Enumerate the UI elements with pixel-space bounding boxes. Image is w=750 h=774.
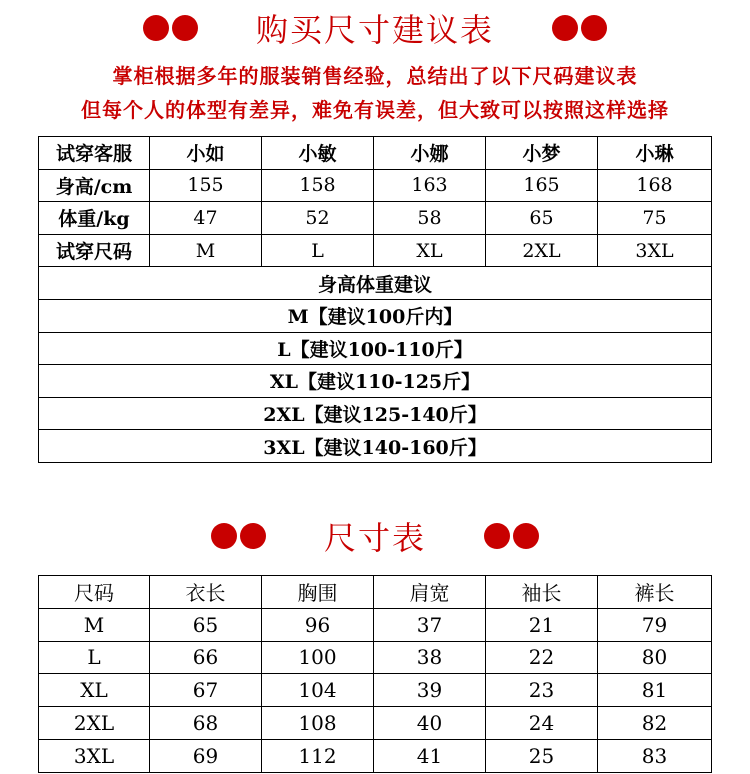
- table-cell: 83: [598, 739, 712, 772]
- table-cell: 58: [374, 202, 486, 235]
- suggest-text: L【建议100-110斤】: [39, 332, 712, 365]
- table-cell: 165: [486, 169, 598, 202]
- table-cell: 38: [374, 641, 486, 674]
- table-cell: 68: [150, 707, 262, 740]
- table-row: [39, 739, 712, 772]
- tryon-table: [38, 136, 712, 463]
- suggest-text: 3XL【建议140-160斤】: [39, 430, 712, 463]
- table-cell: 2XL: [39, 707, 150, 740]
- suggest-row: [39, 430, 712, 463]
- decor-dots-left: [211, 523, 266, 549]
- tryon-header-cell: 试穿客服: [39, 137, 150, 170]
- table-cell: 79: [598, 608, 712, 641]
- table-cell: 23: [486, 674, 598, 707]
- table-cell: 47: [150, 202, 262, 235]
- tryon-header-cell: 小如: [150, 137, 262, 170]
- table-cell: 158: [262, 169, 374, 202]
- table-cell: 22: [486, 641, 598, 674]
- table-cell: 66: [150, 641, 262, 674]
- table-cell: 100: [262, 641, 374, 674]
- suggest-title-row: [39, 267, 712, 300]
- table-row: [39, 608, 712, 641]
- table-cell: 108: [262, 707, 374, 740]
- row-label: 身高/cm: [39, 169, 150, 202]
- table-cell: XL: [39, 674, 150, 707]
- size-header-row: [39, 576, 712, 609]
- tryon-header-cell: 小娜: [374, 137, 486, 170]
- table-row: [39, 707, 712, 740]
- table-cell: 168: [598, 169, 712, 202]
- table-cell: L: [39, 641, 150, 674]
- table-cell: 25: [486, 739, 598, 772]
- table-cell: M: [39, 608, 150, 641]
- tryon-header-cell: 小敏: [262, 137, 374, 170]
- table-cell: 163: [374, 169, 486, 202]
- table-cell: 3XL: [598, 234, 712, 267]
- table-cell: 65: [486, 202, 598, 235]
- tryon-header-cell: 小琳: [598, 137, 712, 170]
- table-cell: 21: [486, 608, 598, 641]
- size-header-cell: 尺码: [39, 576, 150, 609]
- size-header-cell: 肩宽: [374, 576, 486, 609]
- tryon-row-height: [39, 169, 712, 202]
- decor-dots-left: [143, 15, 198, 41]
- table-cell: 69: [150, 739, 262, 772]
- table-cell: 3XL: [39, 739, 150, 772]
- advice-title: 购买尺寸建议表: [255, 11, 494, 49]
- size-header-cell: 衣长: [150, 576, 262, 609]
- table-cell: 75: [598, 202, 712, 235]
- table-cell: L: [262, 234, 374, 267]
- table-cell: 104: [262, 674, 374, 707]
- advice-note-line1: 掌柜根据多年的服装销售经验，总结出了以下尺码建议表: [112, 64, 638, 88]
- table-cell: 2XL: [486, 234, 598, 267]
- size-chart-heading: [0, 514, 750, 558]
- tryon-row-size: [39, 234, 712, 267]
- table-cell: 81: [598, 674, 712, 707]
- table-cell: XL: [374, 234, 486, 267]
- size-header-cell: 胸围: [262, 576, 374, 609]
- table-cell: 155: [150, 169, 262, 202]
- table-row: [39, 674, 712, 707]
- table-cell: 41: [374, 739, 486, 772]
- row-label: 试穿尺码: [39, 234, 150, 267]
- table-cell: 67: [150, 674, 262, 707]
- row-label: 体重/kg: [39, 202, 150, 235]
- decor-dots-right: [552, 15, 607, 41]
- suggest-row: [39, 332, 712, 365]
- suggest-title: 身高体重建议: [39, 267, 712, 300]
- table-cell: 40: [374, 707, 486, 740]
- size-chart-table: [38, 575, 712, 773]
- decor-dots-right: [484, 523, 539, 549]
- table-cell: 52: [262, 202, 374, 235]
- suggest-row: [39, 299, 712, 332]
- table-cell: 37: [374, 608, 486, 641]
- suggest-row: [39, 365, 712, 398]
- size-header-cell: 袖长: [486, 576, 598, 609]
- tryon-row-weight: [39, 202, 712, 235]
- suggest-text: M【建议100斤内】: [39, 299, 712, 332]
- size-chart-title: 尺寸表: [323, 519, 426, 557]
- advice-heading: [0, 6, 750, 50]
- table-cell: 96: [262, 608, 374, 641]
- table-cell: 39: [374, 674, 486, 707]
- table-cell: 82: [598, 707, 712, 740]
- suggest-text: XL【建议110-125斤】: [39, 365, 712, 398]
- advice-note-line2: 但每个人的体型有差异，难免有误差，但大致可以按照这样选择: [81, 98, 669, 122]
- table-row: [39, 641, 712, 674]
- tryon-header-row: [39, 137, 712, 170]
- table-cell: 24: [486, 707, 598, 740]
- table-cell: M: [150, 234, 262, 267]
- table-cell: 65: [150, 608, 262, 641]
- table-cell: 112: [262, 739, 374, 772]
- suggest-text: 2XL【建议125-140斤】: [39, 397, 712, 430]
- tryon-header-cell: 小梦: [486, 137, 598, 170]
- suggest-row: [39, 397, 712, 430]
- size-header-cell: 裤长: [598, 576, 712, 609]
- table-cell: 80: [598, 641, 712, 674]
